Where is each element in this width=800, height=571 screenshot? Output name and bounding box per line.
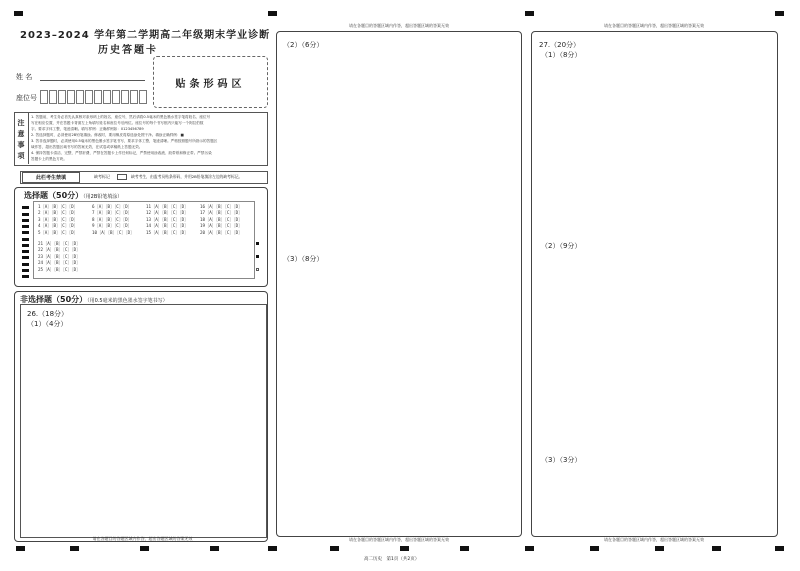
question-26-3-label: （3）（8分） [283,255,324,263]
absent-flag-label: 缺考标记 [94,174,110,179]
timing-bar [22,219,29,222]
timing-bar [22,206,29,209]
mcq-item[interactable]: 3［A］［B］［C］［D］ [38,216,78,222]
side-mark [256,255,259,258]
timing-mark [268,11,277,16]
seat-digit-box[interactable] [130,90,138,104]
timing-mark [655,546,664,551]
mcq-hint: （用2B铅笔填涂） [83,194,123,200]
seat-digit-box[interactable] [67,90,75,104]
mcq-item[interactable]: 9［A］［B］［C］［D］ [92,223,132,229]
notes-side-char: 意 [17,130,25,138]
seat-digit-box[interactable] [85,90,93,104]
note-line: 写在相应位置，并在答题卡背面左上角填写姓名和座位号后两位。座位号的每个书写框内只能写一个阿拉伯数 [31,121,204,125]
answer-area-warning: 请在各题目的答题区域内作答，超出答题区域的答案无效 [604,23,704,28]
mcq-item[interactable]: 6［A］［B］［C］［D］ [92,204,132,209]
timing-mark [525,546,534,551]
mcq-item[interactable]: 16［A］［B］［C］［D］ [200,204,243,209]
timing-mark [14,11,23,16]
mcq-item[interactable]: 17［A］［B］［C］［D］ [200,210,243,216]
mcq-title [24,190,122,201]
timing-bar [22,269,29,272]
timing-mark [525,11,534,16]
mcq-column [200,204,242,236]
mcq-item[interactable]: 1［A］［B］［C］［D］ [38,204,78,209]
seat-digit-box[interactable] [103,90,111,104]
notes-side-char: 事 [17,141,25,149]
page-footer: 高二历史 第1页（共2页） [364,557,420,562]
timing-mark [210,546,219,551]
mcq-item[interactable]: 10［A］［B］［C］［D］ [92,229,135,235]
answer-area-warning: 请在各题目的答题区域内作答，超出答题区域的答案无效 [604,537,704,542]
note-line: 3. 答非选择题时，必须使用0.5毫米的黑色墨水签字笔书写，要求字体工整，笔迹清晰。严格按照题号所指示的答题区 [31,139,218,143]
mcq-item[interactable]: 2［A］［B］［C］［D］ [38,210,78,216]
mcq-column [92,204,134,236]
mcq-item[interactable]: 22［A］［B］［C］［D］ [38,247,81,253]
question-26-2-label: （2）（6分） [283,41,324,49]
absent-label: 此栏考生禁填 [35,175,66,181]
mcq-title-text: 选择题（50分） [24,191,84,200]
absent-label-box [22,172,80,183]
question-26-label: 26.（18分） [27,310,69,318]
note-line: 1. 答题前，考生务必首先认真核对条形码上的姓名、座位号，然后请将0.5毫米的黑色墨水签字笔将姓名、座位号 [31,115,211,119]
mcq-item[interactable]: 5［A］［B］［C］［D］ [38,229,78,235]
mcq-item[interactable]: 13［A］［B］［C］［D］ [146,216,189,222]
absent-flag-box[interactable] [117,174,127,180]
seat-digit-box[interactable] [58,90,66,104]
absent-desc: 缺考考生，由监考员贴条形码，并用2B铅笔填涂左边的缺考标记。 [131,174,243,179]
timing-bar [22,263,29,266]
seat-digit-box[interactable] [121,90,129,104]
timing-mark [268,546,277,551]
answer-area-warning: 请在各题目的答题区域内作答，超出答题区域的答案无效 [349,537,449,542]
question-27-2-label: （2）（9分） [541,242,582,250]
note-line: 字。要求字体工整，笔迹清晰。填写样例：正确样例如：0123456789 [31,127,144,131]
name-line[interactable] [40,80,145,81]
nonmcq-hint: （用0.5毫米的黑色墨水签字笔书写） [87,298,168,304]
answer-area-26[interactable] [20,304,267,538]
notes-side-label [16,118,26,162]
timing-bar [22,250,29,253]
seat-digit-box[interactable] [112,90,120,104]
nonmcq-title-text: 非选择题（50分） [20,295,88,304]
mcq-item[interactable]: 20［A］［B］［C］［D］ [200,229,243,235]
timing-bar [22,275,29,278]
timing-mark [70,546,79,551]
timing-mark [330,546,339,551]
timing-bar [22,225,29,228]
notes-divider [28,112,29,164]
seat-digit-box[interactable] [40,90,48,104]
question-27-3-label: （3）（3分） [541,456,582,464]
mcq-column [146,204,188,236]
mcq-item[interactable]: 8［A］［B］［C］［D］ [92,216,132,222]
timing-bar [22,244,29,247]
question-27-1-label: （1）（8分） [541,51,582,59]
timing-mark [400,546,409,551]
mcq-item[interactable]: 14［A］［B］［C］［D］ [146,223,189,229]
seat-digit-box[interactable] [76,90,84,104]
notes-list [31,114,264,162]
question-26-1-label: （1）（4分） [27,320,68,328]
notes-side-char: 项 [17,152,25,160]
side-mark [256,268,259,271]
mcq-item[interactable]: 15［A］［B］［C］［D］ [146,229,189,235]
side-mark [256,242,259,245]
mcq-item[interactable]: 7［A］［B］［C］［D］ [92,210,132,216]
timing-bar [22,213,29,216]
timing-mark [140,546,149,551]
mcq-column [38,241,80,273]
timing-mark [460,546,469,551]
barcode-label: 贴条形码区 [175,78,246,90]
seat-digit-box[interactable] [49,90,57,104]
question-27-label: 27.（20分） [539,41,581,49]
seat-digit-box[interactable] [139,90,147,104]
timing-mark [712,546,721,551]
timing-bar [22,231,29,234]
answer-area-warning: 请在各题目的答题区域内作答，超出答题区域的答案无效 [349,23,449,28]
page-title: 2023–2024 学年第二学期高二年级期末学业诊断 [20,30,271,41]
mcq-item[interactable]: 25［A］［B］［C］［D］ [38,266,81,272]
mcq-item[interactable]: 23［A］［B］［C］［D］ [38,253,81,259]
mcq-item[interactable]: 21［A］［B］［C］［D］ [38,241,81,246]
page-subtitle: 历史答题卡 [98,45,158,56]
mcq-item[interactable]: 12［A］［B］［C］［D］ [146,210,189,216]
note-line: 域作答，超出答题区域书写的答案无效，在试卷或草稿纸上答题无效。 [31,145,143,149]
mcq-item[interactable]: 24［A］［B］［C］［D］ [38,260,81,266]
mcq-column [38,204,78,236]
timing-mark [590,546,599,551]
timing-bar [22,256,29,259]
timing-mark [16,546,25,551]
note-line: 答题卡上的黑色方块。 [31,157,67,161]
timing-mark [775,11,784,16]
barcode-area [153,56,268,108]
note-line: 2. 答选择题时，必须使用2B铅笔填涂。修改时，要用橡皮将原选涂处擦干净。填涂正确样例：■ [31,133,184,137]
timing-bar [22,238,29,241]
note-line: 4. 保持答题卡清洁、完整，严禁折叠，严禁在答题卡上作任何标记，严禁使用涂改液、胶带纸和修正带。严禁污染 [31,151,212,155]
mcq-item[interactable]: 11［A］［B］［C］［D］ [146,204,189,209]
notes-side-char: 注 [17,119,25,127]
answer-area-col2[interactable] [276,31,522,537]
name-label: 姓 名 [16,73,33,81]
seat-number-boxes[interactable] [40,89,148,108]
mcq-item[interactable]: 4［A］［B］［C］［D］ [38,223,78,229]
seat-digit-box[interactable] [94,90,102,104]
answer-area-warning: 请在各题目的答题区域内作答，超出答题区域的答案无效 [92,536,193,541]
timing-mark [775,546,784,551]
mcq-item[interactable]: 18［A］［B］［C］［D］ [200,216,243,222]
seat-label: 座位号 [16,94,37,102]
mcq-item[interactable]: 19［A］［B］［C］［D］ [200,223,243,229]
